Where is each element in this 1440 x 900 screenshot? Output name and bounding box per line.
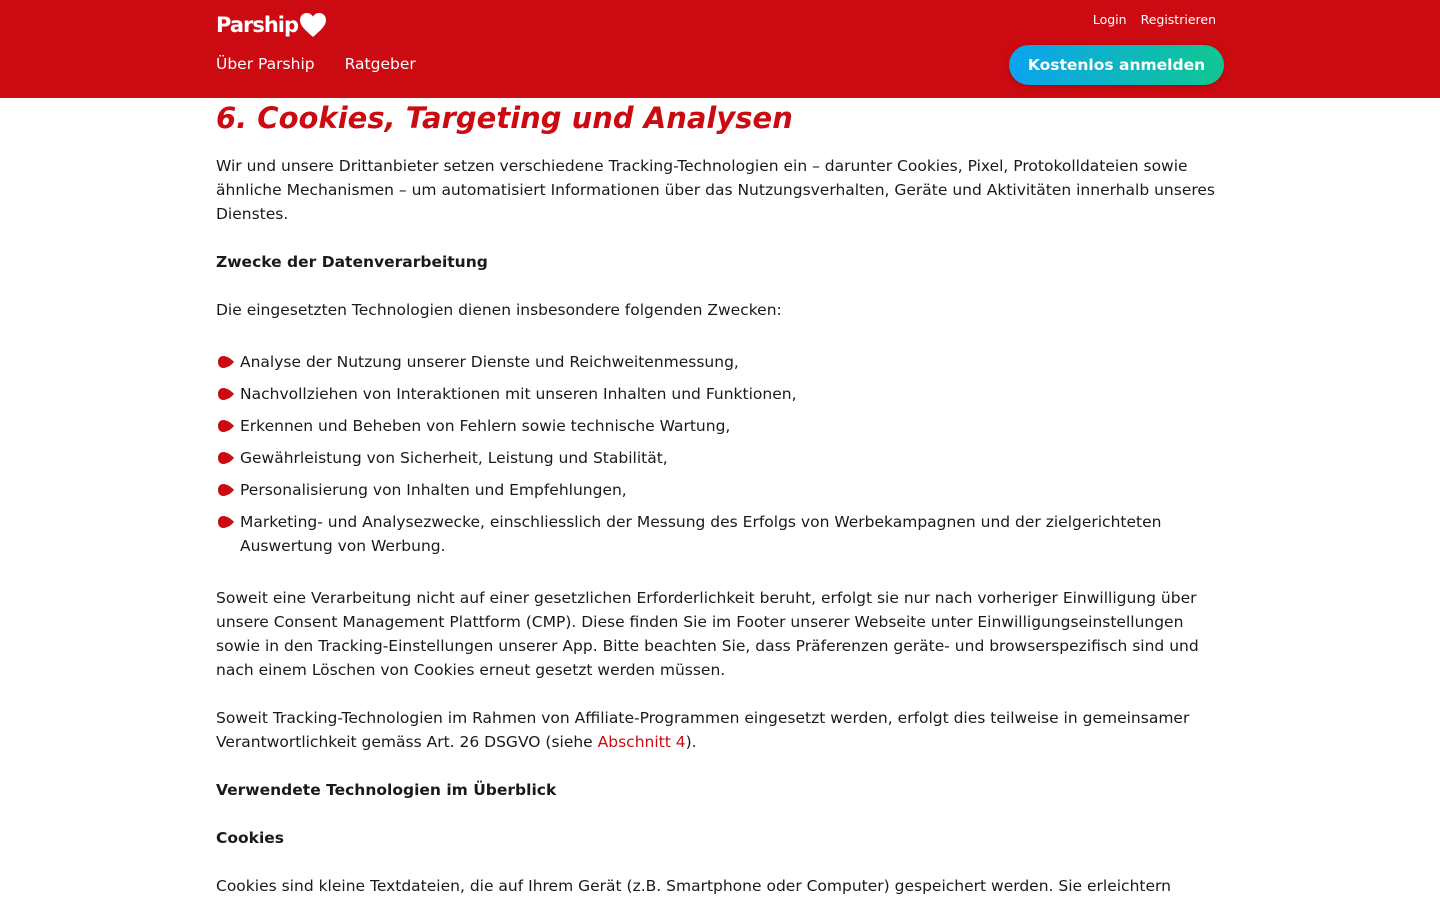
heart-bullet-icon xyxy=(216,418,235,434)
register-free-button[interactable]: Kostenlos anmelden xyxy=(1009,45,1224,85)
nav-item-ueber-parship[interactable]: Über Parship xyxy=(216,55,315,73)
intro-paragraph: Wir und unsere Drittanbieter setzen verschiedene Tracking-Technologien ein – darunter Cookies, Pixel, Protokolldateien sowie ähnliche Mechanismen – um automatisiert Informationen über das Nutzungsverhalten, Geräte und Aktivitäten innerhalb unseres Dienstes. xyxy=(216,157,1216,223)
list-item xyxy=(216,350,1224,374)
section-4-link[interactable]: Abschnitt 4 xyxy=(597,733,686,751)
section-title: 6. Cookies, Targeting und Analysen xyxy=(216,101,793,135)
heart-bullet-icon xyxy=(216,354,235,370)
list-item-text: Personalisierung von Inhalten und Empfehlungen, xyxy=(240,481,627,499)
list-item xyxy=(216,478,1224,502)
heart-bullet-icon xyxy=(216,482,235,498)
list-item xyxy=(216,446,1224,470)
list-item-text: Gewährleistung von Sicherheit, Leistung und Stabilität, xyxy=(240,449,668,467)
overview-heading: Verwendete Technologien im Überblick xyxy=(216,781,557,799)
heart-bullet-icon xyxy=(216,386,235,402)
affiliate-text-end: ). xyxy=(685,733,697,751)
heart-logo-icon xyxy=(299,12,327,38)
parship-logo[interactable] xyxy=(216,12,327,38)
nav-item-ratgeber[interactable]: Ratgeber xyxy=(344,55,416,73)
list-item-text: Nachvollziehen von Interaktionen mit unseren Inhalten und Funktionen, xyxy=(240,385,797,403)
register-link[interactable]: Registrieren xyxy=(1140,12,1216,27)
account-links xyxy=(1093,12,1216,27)
affiliate-paragraph xyxy=(216,706,1224,754)
list-item-text: Erkennen und Beheben von Fehlern sowie technische Wartung, xyxy=(240,417,731,435)
cookies-heading: Cookies xyxy=(216,829,285,847)
heart-bullet-icon xyxy=(216,450,235,466)
list-item-text: Analyse der Nutzung unserer Dienste und Reichweitenmessung, xyxy=(240,353,739,371)
list-item xyxy=(216,382,1224,406)
heart-bullet-icon xyxy=(216,514,235,530)
site-header xyxy=(0,0,1440,98)
login-link[interactable]: Login xyxy=(1092,12,1127,27)
affiliate-text: Soweit Tracking-Technologien im Rahmen von Affiliate-Programmen eingesetzt werden, erfolgt dies teilweise in gemeinsamer Verantwortlichkeit gemäss Art. 26 DSGVO (siehe xyxy=(216,709,1190,751)
list-item-text: Marketing- und Analysezwecke, einschliesslich der Messung des Erfolgs von Werbekampagnen und der zielgerichteten Auswertung von Werbung. xyxy=(240,513,1162,555)
cookies-paragraph: Cookies sind kleine Textdateien, die auf Ihrem Gerät (z.B. Smartphone oder Computer) gespeichert werden. Sie erleichtern xyxy=(216,877,1171,895)
list-item xyxy=(216,510,1224,558)
purposes-list xyxy=(216,350,1224,558)
purposes-heading: Zwecke der Datenverarbeitung xyxy=(216,253,488,271)
purposes-lead: Die eingesetzten Technologien dienen insbesondere folgenden Zwecken: xyxy=(216,301,782,319)
list-item xyxy=(216,414,1224,438)
logo-wordmark: Parship xyxy=(216,13,299,37)
main-nav xyxy=(216,55,416,73)
privacy-section xyxy=(216,98,1224,898)
consent-paragraph: Soweit eine Verarbeitung nicht auf einer gesetzlichen Erforderlichkeit beruht, erfolgt sie nur nach vorheriger Einwilligung über unsere Consent Management Plattform (CMP). Diese finden Sie im Footer unserer Webseite unter Einwilligungseinstellungen sowie in den Tracking-Einstellungen unserer App. Bitte beachten Sie, dass Präferenzen geräte- und browserspezifisch sind und nach einem Löschen von Cookies erneut gesetzt werden müssen. xyxy=(216,589,1199,679)
